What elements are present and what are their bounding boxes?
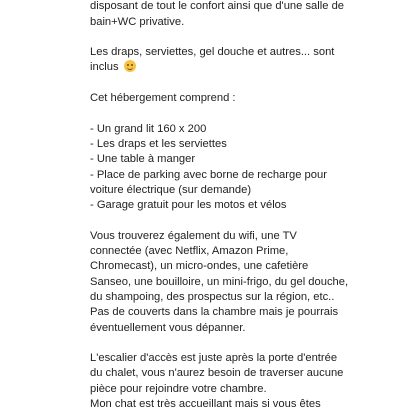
amenity-item: - Une table à manger — [90, 153, 196, 166]
amenity-item: - Un grand lit 160 x 200 — [90, 122, 207, 135]
smiling-face-emoji-icon — [124, 60, 136, 72]
amenity-item: - Place de parking avec borne de recharge pour — [90, 168, 327, 181]
amenity-item: - Garage gratuit pour les motos et vélos — [90, 199, 287, 212]
paragraph-gap — [90, 76, 410, 91]
amenity-item: - Les draps et les serviettes — [90, 137, 227, 150]
description-line: L'escalier d'accès est juste après la porte d'entrée — [90, 352, 338, 365]
listing-description — [90, 0, 410, 412]
description-line: pièce pour rejoindre votre chambre. — [90, 382, 267, 395]
paragraph-gap — [90, 213, 410, 228]
description-line: éventuellement vous dépanner. — [90, 321, 246, 334]
description-line: bain+WC privative. — [90, 15, 185, 28]
description-line: connectée (avec Netflix, Amazon Prime, — [90, 245, 289, 258]
paragraph-gap — [90, 106, 410, 121]
description-line: Pas de couverts dans la chambre mais je pourrais — [90, 306, 339, 319]
paragraph-gap — [90, 30, 410, 45]
description-line: Chromecast), un micro-ondes, une cafetière — [90, 260, 309, 273]
paragraph-gap — [90, 336, 410, 351]
description-line: Sanseo, une bouilloire, un mini-frigo, du gel douche, — [90, 275, 349, 288]
description-line: Les draps, serviettes, gel douche et autres... sont — [90, 46, 335, 59]
amenity-item: voiture électrique (sur demande) — [90, 183, 252, 196]
amenities-heading: Cet hébergement comprend : — [90, 92, 236, 105]
description-line: Mon chat est très accueillant mais si vous êtes — [90, 398, 321, 411]
description-line-text: inclus — [90, 61, 119, 74]
description-line: Vous trouverez également du wifi, une TV — [90, 229, 297, 242]
description-line: disposant de tout le confort ainsi que d'une salle de — [90, 0, 345, 13]
description-line: du shampoing, des prospectus sur la région, etc.. — [90, 290, 335, 303]
description-line: du chalet, vous n'aurez besoin de traverser aucune — [90, 367, 344, 380]
description-line — [90, 60, 410, 75]
